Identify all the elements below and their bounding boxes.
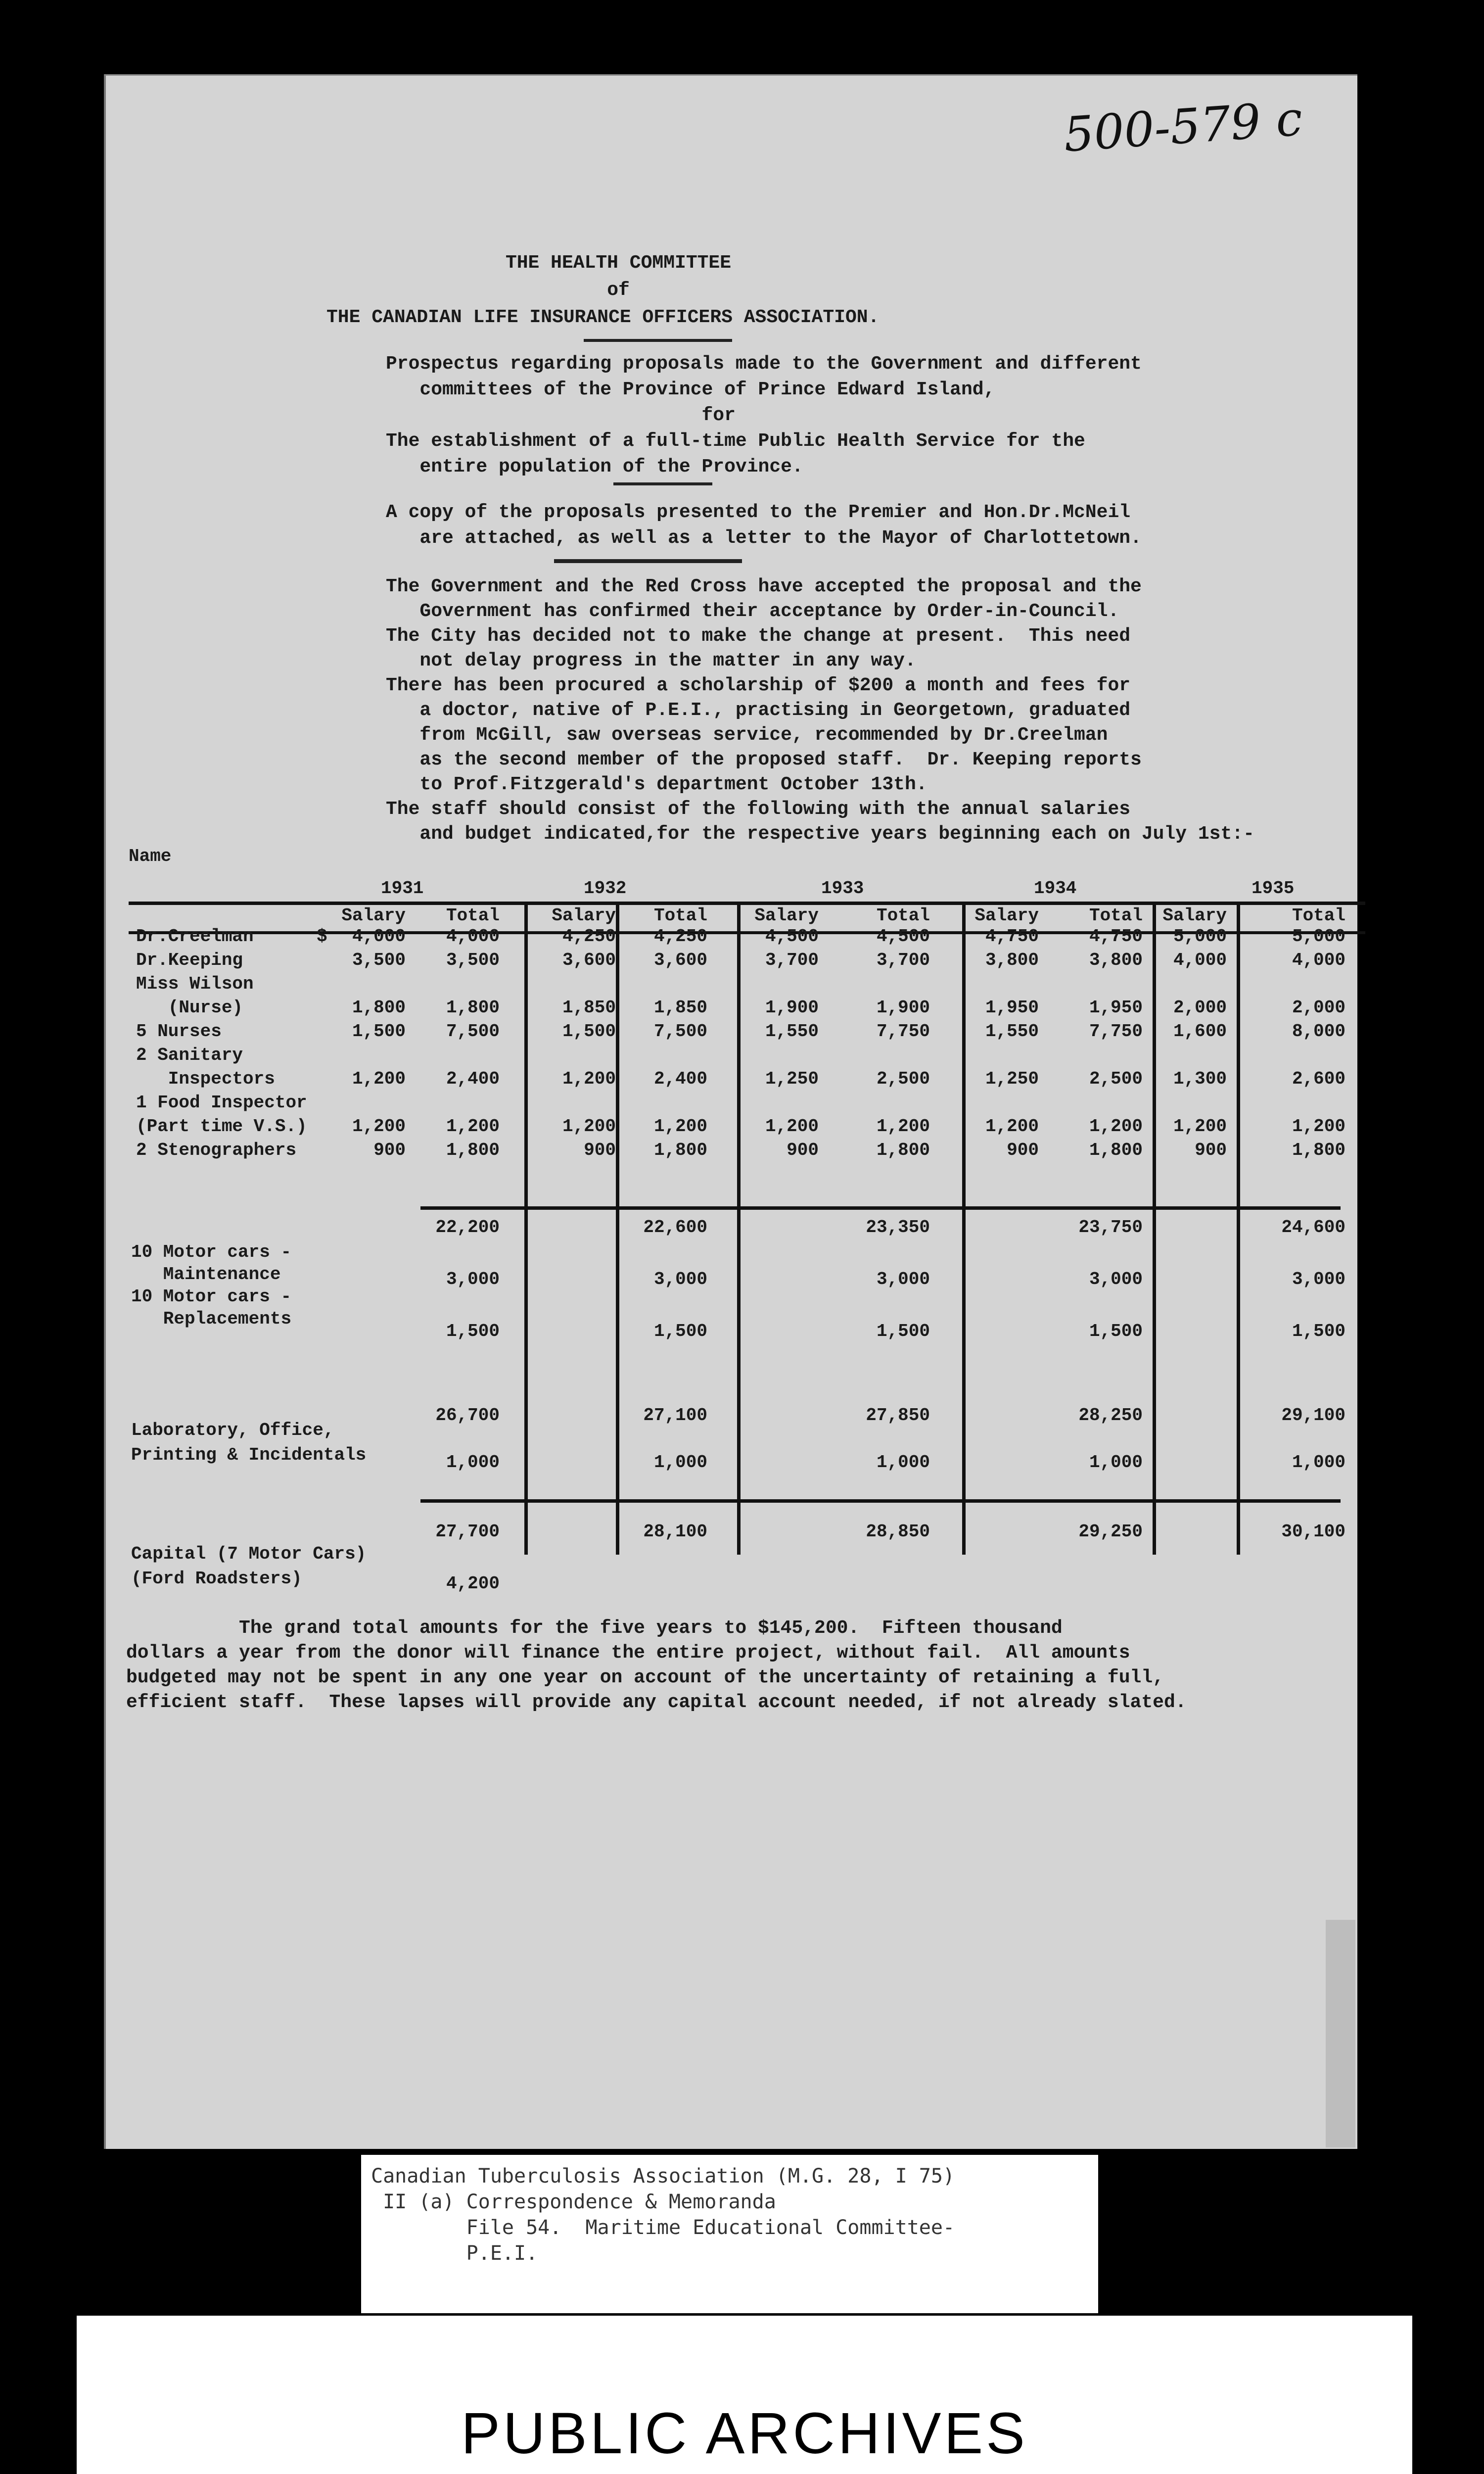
header-line-3: THE CANADIAN LIFE INSURANCE OFFICERS ASSOCIATION. <box>326 307 880 328</box>
total-header: Total <box>1089 905 1143 926</box>
staff-name: Dr.Creelman <box>136 926 254 947</box>
lab-value: 1,000 <box>1089 1452 1143 1473</box>
paragraph-line: to Prof.Fitzgerald's department October 13th. <box>386 774 928 795</box>
closing-line: The grand total amounts for the five years to $145,200. Fifteen thousand <box>126 1618 1063 1639</box>
staff-value: 1,200 <box>985 1116 1039 1137</box>
grand-total-value: 27,700 <box>435 1522 500 1542</box>
paragraph-line: from McGill, saw overseas service, recommended by Dr.Creelman <box>386 724 1108 746</box>
staff-value: 1,200 <box>876 1116 930 1137</box>
staff-value: 3,800 <box>1089 950 1143 970</box>
closing-line: dollars a year from the donor will finance the entire project, without fail. All amounts <box>126 1642 1130 1664</box>
staff-value: 8,000 <box>1292 1021 1345 1042</box>
staff-name: Inspectors <box>136 1069 275 1089</box>
total-header: Total <box>653 905 707 926</box>
lab-value: 1,000 <box>653 1452 707 1473</box>
replacement-value: 1,500 <box>446 1321 500 1341</box>
staff-value: 1,800 <box>352 998 406 1018</box>
header-line-1: THE HEALTH COMMITTEE <box>505 252 732 274</box>
year-header: 1934 <box>1034 878 1077 899</box>
year-header: 1931 <box>381 878 424 899</box>
salary-header: Salary <box>341 905 406 926</box>
maintenance-value: 3,000 <box>876 1269 930 1289</box>
salary-header: Salary <box>552 905 616 926</box>
total-header: Total <box>876 905 930 926</box>
subtotal-rule <box>420 1206 1341 1210</box>
closing-line: budgeted may not be spent in any one year on account of the uncertainty of retaining a full, <box>126 1667 1164 1688</box>
staff-value: 1,200 <box>653 1116 707 1137</box>
staff-value: 1,200 <box>352 1069 406 1089</box>
staff-value: 4,750 <box>1089 926 1143 947</box>
closing-line: efficient staff. These lapses will provide any capital account needed, if not already slated. <box>126 1692 1187 1713</box>
staff-value: 4,000 <box>1292 950 1345 970</box>
table-column-divider <box>1237 902 1240 1555</box>
prospectus-line: committees of the Province of Prince Edward Island, <box>386 379 995 400</box>
staff-value: 1,550 <box>765 1021 819 1042</box>
staff-value: 1,200 <box>1173 1116 1227 1137</box>
lab-value: 1,000 <box>1292 1452 1345 1473</box>
staff-value: 1,800 <box>1292 1140 1345 1160</box>
subtotal-value: 24,600 <box>1281 1217 1345 1237</box>
prospectus-line: for <box>386 405 736 426</box>
row-label: Capital (7 Motor Cars) <box>131 1544 367 1564</box>
salary-header: Salary <box>1162 905 1227 926</box>
subtotal-value: 29,100 <box>1281 1405 1345 1426</box>
staff-value: 900 <box>1007 1140 1039 1160</box>
staff-value: 1,200 <box>562 1116 616 1137</box>
staff-value: 2,500 <box>1089 1069 1143 1089</box>
staff-value: 4,500 <box>765 926 819 947</box>
staff-value: 4,250 <box>653 926 707 947</box>
paragraph-line: as the second member of the proposed staff. Dr. Keeping reports <box>386 749 1142 770</box>
staff-value: 1,850 <box>653 998 707 1018</box>
staff-value: 7,750 <box>1089 1021 1143 1042</box>
staff-value: 2,600 <box>1292 1069 1345 1089</box>
staff-name: 1 Food Inspector <box>136 1093 307 1113</box>
staff-value: 4,500 <box>876 926 930 947</box>
paragraph-line: The staff should consist of the following with the annual salaries <box>386 799 1131 820</box>
copy-note-line: are attached, as well as a letter to the Mayor of Charlottetown. <box>386 527 1142 549</box>
staff-value: 900 <box>373 1140 406 1160</box>
staff-value: 1,500 <box>562 1021 616 1042</box>
staff-value: 7,500 <box>446 1021 500 1042</box>
staff-value: 3,600 <box>653 950 707 970</box>
staff-value: 1,200 <box>1292 1116 1345 1137</box>
prospectus-line: The establishment of a full-time Public Health Service for the <box>386 430 1085 452</box>
subtotal-value: 27,100 <box>643 1405 707 1426</box>
staff-value: 1,200 <box>446 1116 500 1137</box>
subtotal-value: 23,750 <box>1078 1217 1143 1237</box>
subtotal-value: 22,600 <box>643 1217 707 1237</box>
prospectus-line: entire population of the Province. <box>386 456 803 477</box>
archives-stamp <box>77 2316 1412 2474</box>
page-fold <box>1326 1920 1355 2147</box>
staff-value: 3,600 <box>562 950 616 970</box>
staff-value: 1,300 <box>1173 1069 1227 1089</box>
subtotal-value: 27,850 <box>866 1405 930 1426</box>
staff-value: 5,000 <box>1292 926 1345 947</box>
prospectus-line: Prospectus regarding proposals made to the Government and different <box>386 353 1142 375</box>
staff-value: 5,000 <box>1173 926 1227 947</box>
salary-header: Salary <box>974 905 1039 926</box>
replacement-value: 1,500 <box>1089 1321 1143 1341</box>
paragraph-line: a doctor, native of P.E.I., practising in Georgetown, graduated <box>386 700 1131 721</box>
table-column-divider <box>616 902 619 1555</box>
staff-name: 2 Sanitary <box>136 1045 243 1065</box>
staff-value: 1,800 <box>653 1140 707 1160</box>
archive-ref-line: File 54. Maritime Educational Committee- <box>371 2216 955 2239</box>
paragraph-line: The City has decided not to make the change at present. This need <box>386 625 1131 647</box>
staff-value: 2,400 <box>653 1069 707 1089</box>
paragraph-line: not delay progress in the matter in any way. <box>386 650 916 671</box>
row-label: (Ford Roadsters) <box>131 1569 302 1589</box>
paragraph-line: The Government and the Red Cross have accepted the proposal and the <box>386 576 1142 597</box>
replacement-value: 1,500 <box>1292 1321 1345 1341</box>
staff-value: 1,250 <box>765 1069 819 1089</box>
grand-total-value: 29,250 <box>1078 1522 1143 1542</box>
staff-value: 3,700 <box>876 950 930 970</box>
staff-value: 1,250 <box>985 1069 1039 1089</box>
name-column-header: Name <box>129 846 172 866</box>
subtotal-value: 22,200 <box>435 1217 500 1237</box>
grand-total-value: 28,850 <box>866 1522 930 1542</box>
row-label: 10 Motor cars - <box>131 1242 292 1262</box>
grand-total-value: 30,100 <box>1281 1522 1345 1542</box>
staff-value: 1,800 <box>1089 1140 1143 1160</box>
year-header: 1932 <box>584 878 627 899</box>
row-label: Printing & Incidentals <box>131 1445 367 1465</box>
lab-value: 1,000 <box>876 1452 930 1473</box>
table-column-divider <box>524 902 528 1555</box>
staff-value: 4,000 <box>352 926 406 947</box>
staff-name: (Nurse) <box>136 998 243 1018</box>
capital-value: 4,200 <box>446 1573 500 1594</box>
row-label: Laboratory, Office, <box>131 1420 334 1440</box>
staff-name: Dr.Keeping <box>136 950 243 970</box>
staff-value: 4,250 <box>562 926 616 947</box>
subtotal-value: 23,350 <box>866 1217 930 1237</box>
staff-value: 2,400 <box>446 1069 500 1089</box>
handwritten-annotation: 500-579 c <box>1062 91 1304 163</box>
staff-value: 2,000 <box>1292 998 1345 1018</box>
subtotal-value: 28,250 <box>1078 1405 1143 1426</box>
staff-value: 1,800 <box>446 998 500 1018</box>
staff-value: 1,550 <box>985 1021 1039 1042</box>
staff-value: 3,500 <box>446 950 500 970</box>
staff-value: 1,950 <box>1089 998 1143 1018</box>
maintenance-value: 3,000 <box>446 1269 500 1289</box>
staff-value: 1,200 <box>352 1116 406 1137</box>
row-label: Replacements <box>131 1309 292 1329</box>
staff-value: 1,200 <box>1089 1116 1143 1137</box>
archive-reference-card <box>361 2155 1098 2313</box>
staff-value: 4,750 <box>985 926 1039 947</box>
archive-ref-line: II (a) Correspondence & Memoranda <box>371 2190 776 2213</box>
staff-value: 900 <box>1195 1140 1227 1160</box>
staff-value: 2,000 <box>1173 998 1227 1018</box>
paragraph-line: Government has confirmed their acceptance by Order-in-Council. <box>386 601 1119 622</box>
maintenance-value: 3,000 <box>653 1269 707 1289</box>
row-label: Maintenance <box>131 1264 281 1285</box>
year-header: 1935 <box>1252 878 1295 899</box>
grand-total-rule <box>420 1499 1341 1503</box>
staff-value: 3,500 <box>352 950 406 970</box>
staff-value: 1,950 <box>985 998 1039 1018</box>
subtotal-value: 26,700 <box>435 1405 500 1426</box>
archive-ref-line: Canadian Tuberculosis Association (M.G. 28, I 75) <box>371 2165 955 2188</box>
year-header: 1933 <box>821 878 864 899</box>
staff-name: 2 Stenographers <box>136 1140 297 1160</box>
lab-value: 1,000 <box>446 1452 500 1473</box>
row-label: 10 Motor cars - <box>131 1286 292 1307</box>
staff-value: 900 <box>584 1140 616 1160</box>
salary-header: Salary <box>754 905 819 926</box>
staff-value: 1,900 <box>765 998 819 1018</box>
staff-value: 1,200 <box>765 1116 819 1137</box>
archives-line-en: PUBLIC ARCHIVES <box>461 2401 1028 2466</box>
staff-value: 1,800 <box>446 1140 500 1160</box>
staff-value: 1,900 <box>876 998 930 1018</box>
replacement-value: 1,500 <box>653 1321 707 1341</box>
staff-value: 4,000 <box>446 926 500 947</box>
staff-name: Miss Wilson <box>136 974 254 994</box>
total-header: Total <box>1292 905 1345 926</box>
staff-value: 900 <box>787 1140 819 1160</box>
archive-ref-line: P.E.I. <box>371 2242 538 2265</box>
staff-value: 1,500 <box>352 1021 406 1042</box>
maintenance-value: 3,000 <box>1292 1269 1345 1289</box>
paragraph-line: There has been procured a scholarship of $200 a month and fees for <box>386 675 1131 696</box>
staff-value: 3,800 <box>985 950 1039 970</box>
replacement-value: 1,500 <box>876 1321 930 1341</box>
dollar-sign: $ <box>317 926 327 947</box>
staff-value: 7,750 <box>876 1021 930 1042</box>
staff-name: (Part time V.S.) <box>136 1116 307 1137</box>
staff-value: 1,600 <box>1173 1021 1227 1042</box>
staff-value: 1,800 <box>876 1140 930 1160</box>
staff-value: 7,500 <box>653 1021 707 1042</box>
staff-value: 1,850 <box>562 998 616 1018</box>
paragraph-line: and budget indicated,for the respective years beginning each on July 1st:- <box>386 823 1254 845</box>
header-line-2: of <box>607 280 630 301</box>
grand-total-value: 28,100 <box>643 1522 707 1542</box>
staff-value: 2,500 <box>876 1069 930 1089</box>
staff-value: 3,700 <box>765 950 819 970</box>
staff-value: 4,000 <box>1173 950 1227 970</box>
maintenance-value: 3,000 <box>1089 1269 1143 1289</box>
table-top-rule <box>129 902 1365 905</box>
staff-name: 5 Nurses <box>136 1021 222 1042</box>
total-header: Total <box>446 905 500 926</box>
staff-value: 1,200 <box>562 1069 616 1089</box>
copy-note-line: A copy of the proposals presented to the Premier and Hon.Dr.McNeil <box>386 502 1131 523</box>
